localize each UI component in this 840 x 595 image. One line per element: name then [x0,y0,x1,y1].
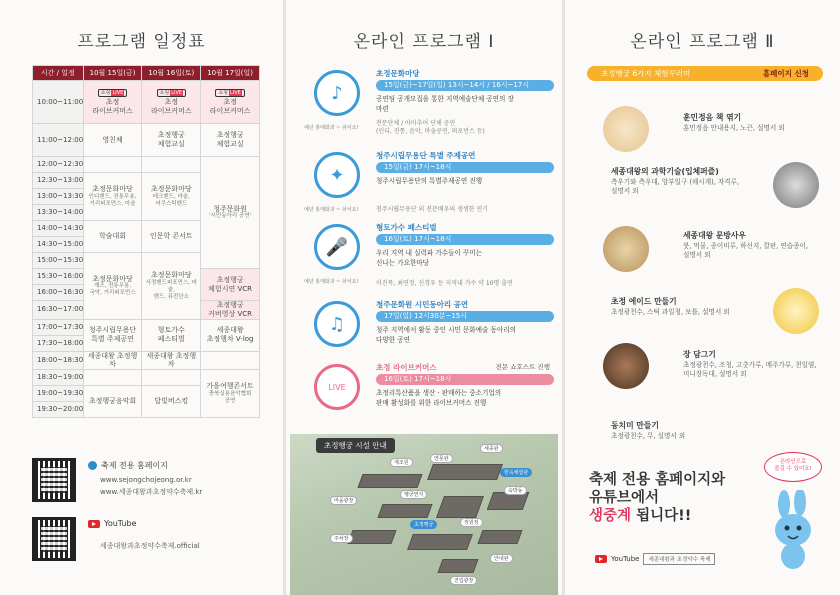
schedule-cell: 초정행궁 체험시연 VCR [201,269,260,301]
program-sub: 청주시립무용단 외 전문배우의 생생한 연기 [376,206,488,213]
globe-icon [88,461,97,470]
promo-text: 축제 전용 홈페이지와 유튜브에서 생중계 됩니다!! [589,472,726,525]
schedule-cell: 쇼핑 LIVE 초정 라이브커머스 [83,81,142,124]
header-time: 시간 / 일정 [33,66,84,81]
violin-icon: ♫ [314,301,360,347]
time-slot: 16:00~16:30 [33,285,84,301]
live-shopping-icon: LIVE [314,364,360,410]
time-slot: 17:30~18:00 [33,335,84,351]
calligraphy-set-image [603,226,649,272]
time-slot: 16:30~17:00 [33,301,84,320]
program-note: 전문 쇼호스트 진행 [495,363,550,371]
schedule-table: 시간 / 일정 10월 15일(금) 10월 16일(토) 10월 17일(일) 10:00~11:00 쇼핑 LIVE 초정 라이브커머스 쇼핑 LIVE 초정 라이브커머스 쇼핑 LIVE 초정 라이브커머스 11:00~12:00 영친체 초정행궁 체험교실 초정행궁 체험교실 12:00~12:30 청주문화원 '시민동아리 공연' 12:30~13:00 초정문화마당 인디밴드, 전통무용, 거리퍼포먼스, 마술 초정문화마당 테크밴드, 마술, 어쿠스틱밴드 13:00~13:30 13:30~14:00 14:00~14:30 학술대회 인문학 콘서트 14:30~15:00 15:00~15:30 초정문화마당 재즈, 전통무용, 국악, 거리퍼포먼스 초정문화마당 서정밴드퍼포먼스, 마술, 밴드, 퓨전단소 15:30~16:00 초정행궁 체험시연 VCR 16:00~16:30 16:30~17:00 초정행궁 커버영상 VCR 17:00~17:30 청주시립무용단 특별 주제공연 형토가수 페스티벌 세종대왕 초정행차 V-log 17:30~18:00 18:00~18:30 세종대왕 초정행차 세종대왕 초정행차 18:30~19:00 가을여행콘서트 충북실용음악협회 공연 19:00~19:30 초정행궁음악회 달빛버스킹 19:30~20:00 [32,65,260,418]
schedule-cell: 초정문화마당 테크밴드, 마술, 어쿠스틱밴드 [142,173,201,221]
program-desc: 공연팀 공개모집을 통한 지역예술단체 공연의 장 마련 [376,95,514,113]
time-slot: 10:00~11:00 [33,81,84,124]
kit-item: 동치미 만들기 초정광천수, 무, 설명서 외 [611,421,686,440]
program-item: ✦ 예년 홍매화과 ~ 쉬어요! 청주시립무용단 특별 주제공연 15일(금) 17시~18시 청주시립무용단의 특별주제공연 진행 청주시립무용단 외 전문배우의 생생한 연기 [296,150,558,224]
time-slot: 12:30~13:00 [33,173,84,189]
schedule-cell: 초정문화마당 서정밴드퍼포먼스, 마술, 밴드, 퓨전단소 [142,253,201,320]
program-title: 초정 라이브커머스 [376,363,437,372]
youtube-contact [32,517,272,567]
jar-image [603,343,649,389]
program-date: 15일(금)~17일(일) 13시~14시 / 16시~17시 [376,80,554,91]
site-url[interactable]: www.세종대왕과초정약수축제.kr [100,488,203,496]
time-slot: 11:00~12:00 [33,124,84,157]
signup-link[interactable]: 홈페이지 신청 [762,69,809,78]
programs-1-title: 온라인 프로그램 Ⅰ [353,32,495,52]
schedule-cell: 세종대왕 초정행차 V-log [201,319,260,351]
mascot-icon [764,490,822,570]
schedule-cell: 초정행궁 체험교실 [201,124,260,157]
microphone-icon: 🎤 [314,224,360,270]
kit-item: 세종대왕 문방사우 붓, 먹물, 종이비루, 하선지, 깔판, 연습종이, 설명서 외 [587,222,827,282]
time-slot: 13:30~14:00 [33,205,84,221]
schedule-cell: 인문학 콘서트 [142,221,201,253]
youtube-channel[interactable]: 세종대왕과초정약수축제.official [100,542,200,550]
schedule-cell: 초정행궁 커버영상 VCR [201,301,260,320]
header-day2: 10월 16일(토) [142,66,201,81]
site-label: 축제 전용 홈페이지 [101,461,168,470]
program-desc: 초정리특산품을 생산 · 판매하는 중소기업의 판매 활성화를 위한 라이브커머스 진행 [376,389,502,407]
youtube-label: YouTube [104,519,137,528]
header-day1: 10월 15일(금) [83,66,142,81]
website-contact [32,458,272,508]
kit-item: 장 담그기 초정광천수, 조청, 고춧가루, 메주가루, 천일염, 미니장독대, 설명서 외 [587,343,827,403]
time-slot: 18:30~19:00 [33,370,84,386]
schedule-title: 프로그램 일정표 [77,32,206,52]
program-desc: 청주 지역에서 활동 중인 시민 문화예술 동아리의 다양한 공연 [376,326,516,344]
facility-map: 초정행궁 시설 안내 세종관 재조원 연못관 한옥체험관 숙박동 마을광장 행궁연지 주차장 진입광장 장원정 초정행궁 안내관 [290,434,558,595]
time-slot: 19:30~20:00 [33,402,84,418]
dancer-icon: ✦ [314,152,360,198]
program-title: 초정문화마당 [376,69,420,78]
performer-icon: ♪ [314,70,360,116]
program-item: 🎤 예년 홍매화과 ~ 쉬어요! 형토가수 페스티벌 16일(토) 17시~18시 우리 지역 내 실력파 가수들이 꾸미는 신나는 가요한마당 이진목, 최연정, 신경우 등 지역내 가수 약 10명 출연 [296,222,558,296]
program-item: ♪ 예년 홍매화과 ~ 쉬어요! 초정문화마당 15일(금)~17일(일) 13시~14시 / 16시~17시 공연팀 공개모집을 통한 지역예술단체 공연의 장 마련 전문단체 / 아마추어 단체 공연 (인디, 전통, 음악, 마술공연, 퍼포먼스 등) [296,68,558,142]
program-title: 청주시립무용단 특별 주제공연 [376,151,476,160]
time-slot: 15:30~16:00 [33,269,84,285]
time-slot: 12:00~12:30 [33,157,84,173]
book-binding-image [603,106,649,152]
schedule-cell: 형토가수 페스티벌 [142,319,201,351]
schedule-cell: 쇼핑 LIVE 초정 라이브커머스 [142,81,201,124]
program-desc: 청주시립무용단의 특별주제공연 진행 [376,177,483,185]
program-date: 16일(토) 17시~18시 [376,374,554,385]
speech-bubble: 온라인으로 즐길 수 있어요! [764,452,822,482]
time-slot: 18:00~18:30 [33,351,84,370]
youtube-channel[interactable]: 세종대왕과 초정약수 축제 [643,553,715,565]
schedule-cell: 학술대회 [83,221,142,253]
header-day3: 10월 17일(일) [201,66,260,81]
schedule-cell: 가을여행콘서트 충북실용음악협회 공연 [201,370,260,418]
qr-code [32,458,76,502]
schedule-cell: 초정문화마당 재즈, 전통무용, 국악, 거리퍼포먼스 [83,253,142,320]
schedule-cell: 세종대왕 초정행차 [142,351,201,370]
schedule-panel [0,0,283,595]
youtube-icon [595,555,607,563]
program-date: 17일(일) 12시30분~15시 [376,311,554,322]
kit-bar: 초정행궁 6가지 체험꾸러미 홈페이지 신청 [587,66,823,81]
site-url[interactable]: www.sejongchojeong.or.kr [100,476,192,484]
program-item [296,362,558,436]
time-slot: 17:00~17:30 [33,319,84,335]
schedule-cell: 청주시립무용단 특별 주제공연 [83,319,142,351]
live-badge: 쇼핑 LIVE [98,89,128,97]
ade-image [773,288,819,334]
schedule-cell: 초정문화마당 인디밴드, 전통무용, 거리퍼포먼스, 마술 [83,173,142,221]
program-sub: 이진목, 최연정, 신경우 등 지역내 가수 약 10명 출연 [376,280,513,287]
program-title: 청주문화원 시민동아리 공연 [376,300,469,309]
map-title: 초정행궁 시설 안내 [316,438,395,453]
schedule-cell: 달빛버스킹 [142,386,201,418]
online-programs-1-panel [286,0,562,595]
rain-gauge-image [773,162,819,208]
program-date: 16일(토) 17시~18시 [376,234,554,245]
program-title: 형토가수 페스티벌 [376,223,437,232]
youtube-footer: YouTube 세종대왕과 초정약수 축제 [595,553,715,565]
program-date: 15일(금) 17시~18시 [376,162,554,173]
program-desc: 우리 지역 내 실력파 가수들이 꾸미는 신나는 가요한마당 [376,249,483,267]
schedule-cell: 쇼핑 LIVE 초정 라이브커머스 [201,81,260,124]
qr-code [32,517,76,561]
schedule-cell: 초정행궁 체험교실 [142,124,201,157]
time-slot: 19:00~19:30 [33,386,84,402]
kit-item: 세종대왕의 과학기술(입체퍼즐) 측우기와 측우대, 앙부일구 (해시계), 자격루, 설명서 외 [587,162,827,222]
live-badge: 쇼핑 LIVE [215,89,245,97]
program-sub: 전문단체 / 아마추어 단체 공연 (인디, 전통, 음악, 마술공연, 퍼포먼스 등) [376,120,485,136]
online-programs-2-panel [565,0,840,595]
kit-item: 초정 에이드 만들기 초정광천수, 스틱 과일청, 보틀, 설명서 외 [587,288,827,348]
live-badge: 쇼핑 LIVE [157,89,187,97]
time-slot: 13:00~13:30 [33,189,84,205]
youtube-icon [88,520,100,528]
kit-item: 훈민정음 책 엮기 훈민정음 안내용지, 노끈, 설명서 외 [587,100,827,160]
schedule-cell: 초정행궁음악회 [83,386,142,418]
programs-2-title: 온라인 프로그램 Ⅱ [630,32,775,52]
time-slot: 15:00~15:30 [33,253,84,269]
time-slot: 14:00~14:30 [33,221,84,237]
schedule-cell: 세종대왕 초정행차 [83,351,142,370]
time-slot: 14:30~15:00 [33,237,84,253]
schedule-cell: 영친체 [83,124,142,157]
